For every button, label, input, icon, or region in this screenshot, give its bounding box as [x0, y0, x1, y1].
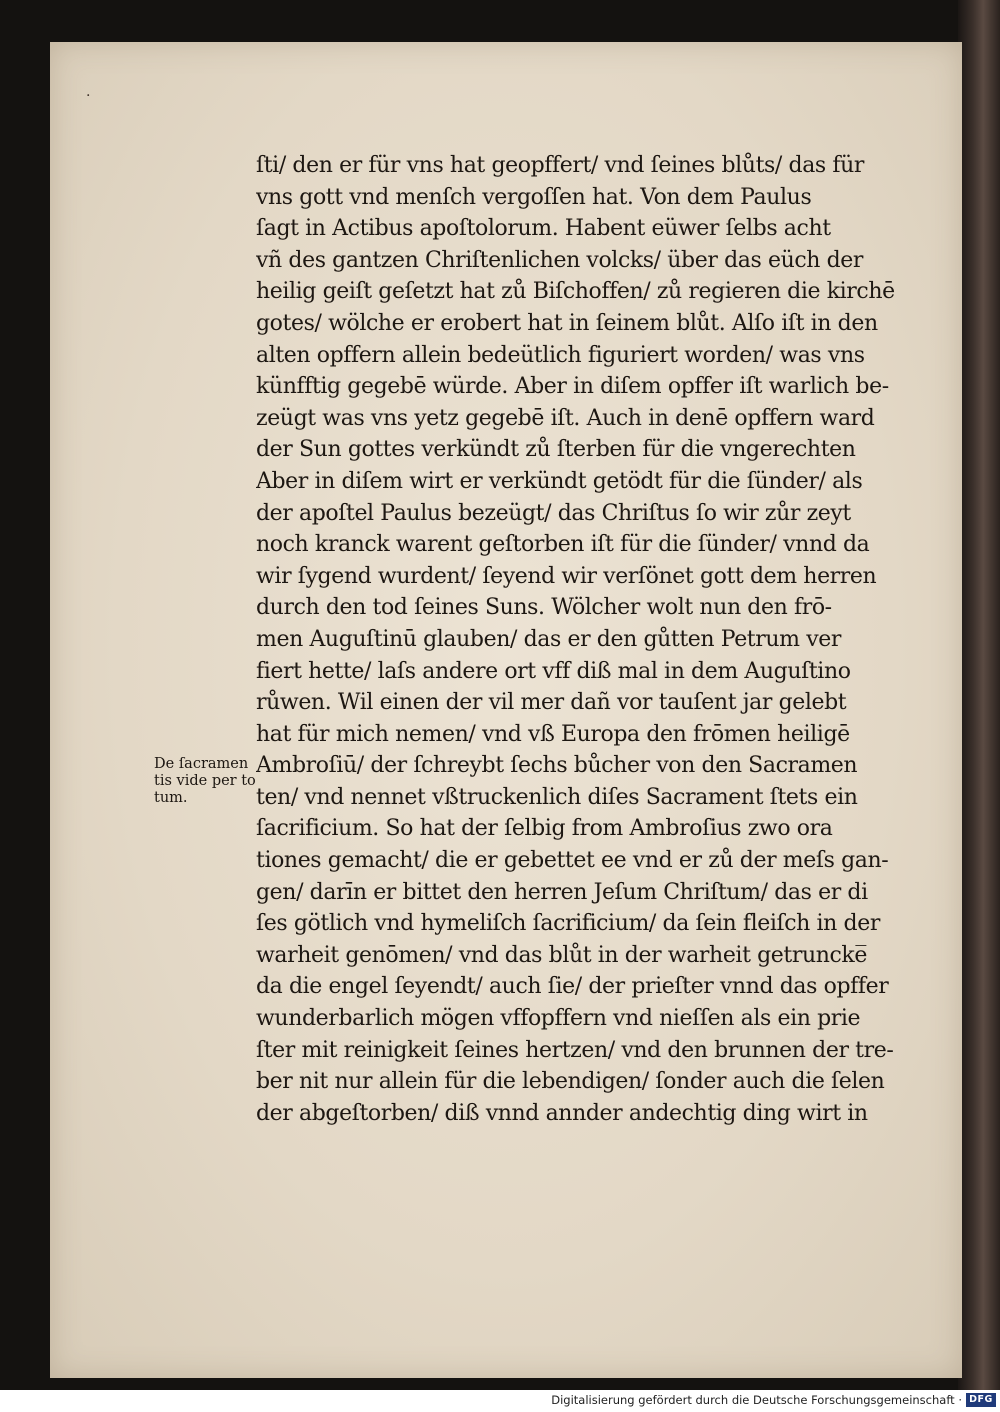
- margin-note-line: tum.: [154, 790, 188, 806]
- footer-bar: [0, 1390, 1000, 1412]
- margin-note-line: tis vide per to: [154, 773, 256, 789]
- text-line: ſacrificium. So hat der ſelbig from Ambroſius zwo ora: [256, 816, 833, 842]
- text-line: der apoſtel Paulus bezeügt/ das Chriſtus ſo wir zůr zeyt: [256, 500, 851, 526]
- text-line: wir ſygend wurdent/ ſeyend wir verſönet gott dem herren: [256, 563, 877, 589]
- text-line: ten/ vnd nennet vßtruckenlich diſes Sacrament ſtets ein: [256, 784, 858, 810]
- funding-credit: Digitalisierung gefördert durch die Deutsche Forschungsgemeinschaft ·: [551, 1393, 962, 1407]
- text-line: wunderbarlich mögen vffopffern vnd nieſſen als ein prie: [256, 1006, 861, 1032]
- text-line: vñ des gantzen Chriſtenlichen volcks/ über das eüch der: [256, 247, 864, 273]
- book-spine: [958, 0, 1000, 1390]
- text-line: fiert hette/ laſs andere ort vff diß mal in dem Auguſtino: [256, 658, 851, 684]
- text-line: heilig geiſt geſetzt hat zů Biſchoffen/ zů regieren die kirchē: [256, 279, 895, 305]
- text-line: vns gott vnd menſch vergoſſen hat. Von dem Paulus: [256, 184, 812, 210]
- text-line: Aber in diſem wirt er verkündt getödt für die ſünder/ als: [256, 468, 863, 494]
- text-line: ber nit nur allein für die lebendigen/ ſonder auch die ſelen: [256, 1069, 885, 1095]
- text-line: künfftig gegebē würde. Aber in diſem opffer iſt warlich be-: [256, 374, 889, 400]
- text-line: gotes/ wölche er erobert hat in ſeinem blůt. Alſo iſt in den: [256, 310, 878, 336]
- text-line: ſti/ den er für vns hat geopffert/ vnd ſeines blůts/ das für: [256, 153, 865, 178]
- main-text: [256, 150, 936, 1129]
- text-line: durch den tod ſeines Suns. Wölcher wolt nun den frō-: [256, 595, 832, 621]
- text-line: tiones gemacht/ die er gebettet ee vnd er zů der meſs gan-: [256, 848, 889, 874]
- text-line: gen/ darīn er bittet den herren Jeſum Chriſtum/ das er di: [256, 879, 868, 905]
- text-line: warheit genōmen/ vnd das blůt in der warheit getruncke̅: [256, 942, 867, 968]
- corner-mark: .: [86, 84, 91, 100]
- dfg-logo: DFG: [966, 1393, 996, 1407]
- text-line: růwen. Wil einen der vil mer dañ vor tauſent jar gelebt: [256, 690, 847, 716]
- book-page: [50, 42, 962, 1378]
- text-line: men Auguſtinū glauben/ das er den gůtten Petrum ver: [256, 626, 841, 652]
- text-line: der abgeſtorben/ diß vnnd annder andechtig ding wirt in: [256, 1100, 868, 1126]
- text-line: hat für mich nemen/ vnd vß Europa den frōmen heiligē: [256, 721, 850, 747]
- text-line: ſter mit reinigkeit ſeines hertzen/ vnd den brunnen der tre-: [256, 1037, 894, 1063]
- margin-note-line: De ſacramen: [154, 756, 249, 772]
- text-line: noch kranck warent geſtorben iſt für die ſünder/ vnnd da: [256, 532, 870, 558]
- text-line: ſes götlich vnd hymeliſch ſacrificium/ da ſein fleiſch in der: [256, 911, 880, 937]
- text-line: der Sun gottes verkündt zů ſterben für die vngerechten: [256, 437, 856, 463]
- text-line: da die engel ſeyendt/ auch ſie/ der prieſter vnnd das opffer: [256, 974, 889, 1000]
- text-line: ſagt in Actibus apoſtolorum. Habent eüwer ſelbs acht: [256, 216, 831, 242]
- text-line: zeügt was vns yetz gegebē iſt. Auch in denē opffern ward: [256, 405, 875, 431]
- text-line: alten opffern allein bedeütlich figuriert worden/ was vns: [256, 342, 865, 368]
- text-line: Ambroſiū/ der ſchreybt ſechs bůcher von den Sacramen: [256, 753, 858, 779]
